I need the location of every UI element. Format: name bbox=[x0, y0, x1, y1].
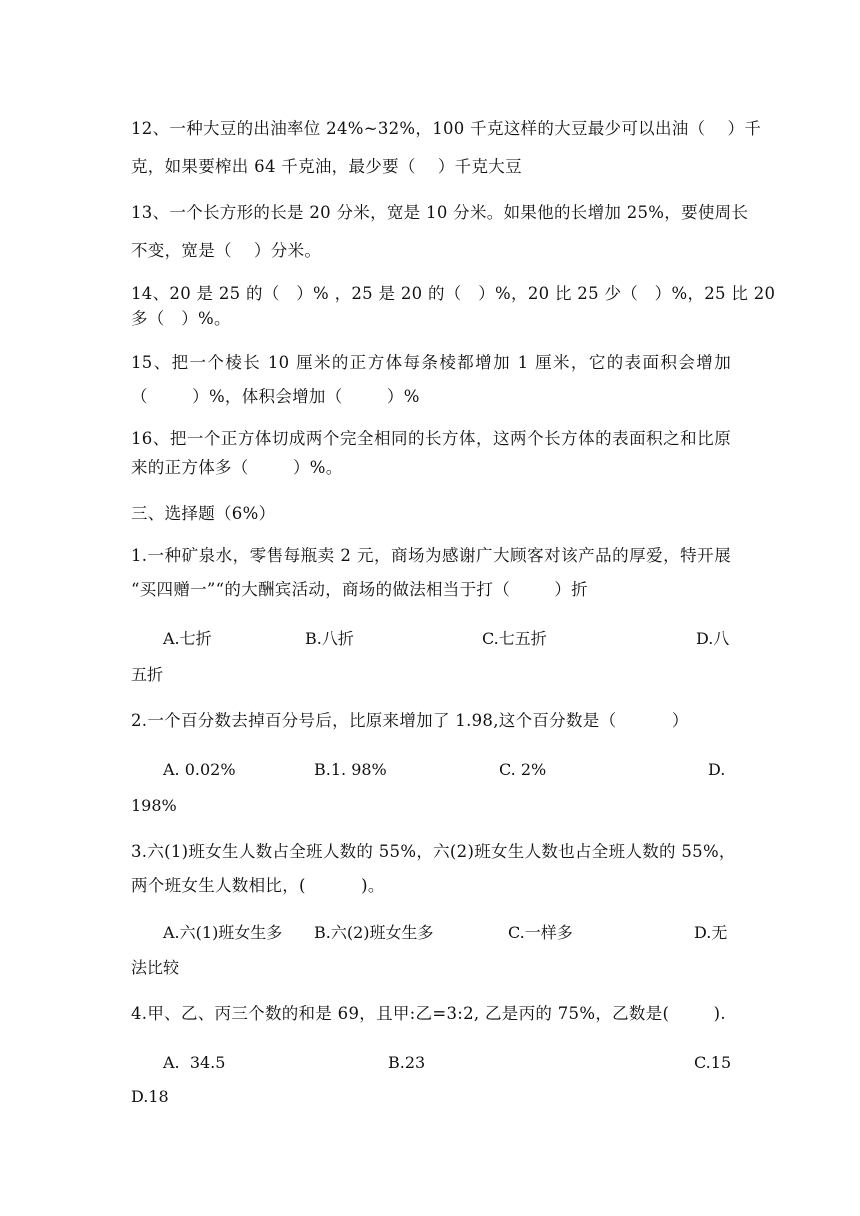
q13-line1: 13、一个长方形的长是 20 分米，宽是 10 分米。如果他的长增加 25%，要使周长 bbox=[131, 203, 749, 222]
c3-option-b: B.六(2)班女生多 bbox=[314, 923, 434, 942]
c2-option-a: A. 0.02% bbox=[163, 760, 236, 779]
c1-option-c: C.七五折 bbox=[482, 629, 547, 648]
section-title: 三、选择题（6%） bbox=[131, 504, 276, 523]
c1-line2: “买四赠一”“的大酬宾活动，商场的做法相当于打（ ）折 bbox=[131, 580, 588, 599]
c4-option-c: C.15 bbox=[694, 1053, 732, 1072]
q12-line1: 12、一种大豆的出油率位 24%~32%，100 千克这样的大豆最少可以出油（ ）千 bbox=[131, 119, 762, 138]
c3-line1: 3.六(1)班女生人数占全班人数的 55%，六(2)班女生人数也占全班人数的 55%， bbox=[131, 842, 736, 861]
q16-line1: 16、把一个正方体切成两个完全相同的长方体，这两个长方体的表面积之和比原 bbox=[131, 429, 731, 448]
q15-line1: 15、把一个棱长 10 厘米的正方体每条棱都增加 1 厘米，它的表面积会增加 bbox=[131, 353, 731, 372]
q14-line1: 14、20 是 25 的（ ）% ，25 是 20 的（ ）%，20 比 25 少（ ）%，25 比 20 bbox=[131, 284, 776, 303]
c2-option-c: C. 2% bbox=[499, 760, 547, 779]
c2-option-d: D. bbox=[708, 760, 726, 779]
c3-option-d: D.无 bbox=[694, 923, 728, 942]
q12-line2: 克，如果要榨出 64 千克油，最少要（ ）千克大豆 bbox=[131, 157, 522, 176]
c1-line1: 1.一种矿泉水，零售每瓶卖 2 元，商场为感谢广大顾客对该产品的厚爱，特开展 bbox=[131, 546, 731, 565]
q14-line2: 多（ ）%。 bbox=[131, 309, 231, 328]
q13-line2: 不变，宽是（ ）分米。 bbox=[131, 241, 322, 260]
c2-line1: 2.一个百分数去掉百分号后，比原来增加了 1.98,这个百分数是（ ） bbox=[131, 711, 689, 730]
c3-option-d-wrap: 法比较 bbox=[131, 958, 180, 977]
c2-option-b: B.1. 98% bbox=[314, 760, 387, 779]
c4-line1: 4.甲、乙、丙三个数的和是 69，且甲:乙=3:2, 乙是丙的 75%，乙数是( ). bbox=[131, 1004, 726, 1023]
c3-line2: 两个班女生人数相比，( )。 bbox=[131, 876, 385, 895]
c2-option-d-wrap: 198% bbox=[131, 796, 177, 815]
c1-option-d-wrap: 五折 bbox=[131, 665, 164, 684]
c1-option-a: A.七折 bbox=[163, 629, 212, 648]
c1-option-d: D.八 bbox=[696, 629, 730, 648]
c4-option-a: A. 34.5 bbox=[163, 1053, 226, 1072]
c3-option-a: A.六(1)班女生多 bbox=[163, 923, 283, 942]
c4-option-b: B.23 bbox=[388, 1053, 426, 1072]
q16-line2: 来的正方体多（ ）%。 bbox=[131, 458, 343, 477]
c1-option-b: B.八折 bbox=[305, 629, 354, 648]
c4-option-d: D.18 bbox=[131, 1087, 169, 1106]
c3-option-c: C.一样多 bbox=[508, 923, 573, 942]
q15-line2: （ ）%，体积会增加（ ）% bbox=[131, 387, 420, 406]
